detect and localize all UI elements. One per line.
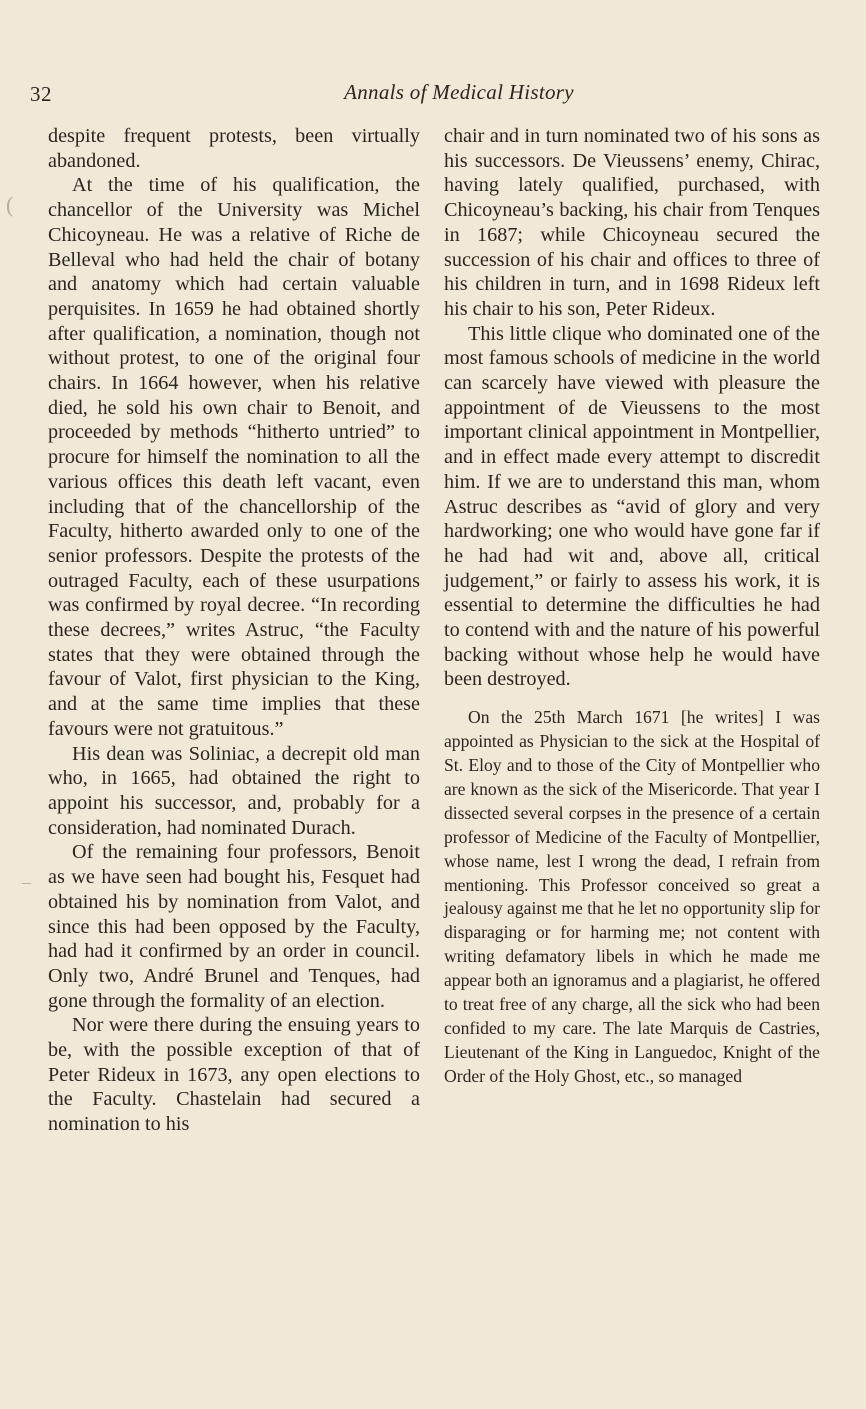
paragraph: Of the remaining four professors, Benoit as we have seen had bought his, Fesquet had obtained his by nomination from Valot, and since this had been opposed by the Faculty, had had it confirmed by an order in council. Only two, André Brunel and Tenques, had gone through the formality of an election. <box>48 841 420 1012</box>
right-column <box>444 124 820 1089</box>
block-quote: On the 25th March 1671 [he writes] I was appointed as Physician to the sick at the Hospital of St. Eloy and to those of the City of Montpellier who are known as the sick of the Misericorde. That year I dissected several corpses in the presence of a certain professor of Medicine of the Faculty of Montpellier, whose name, lest I wrong the dead, I refrain from mentioning. This Professor conceived so great a jealousy against me that he let no opportunity slip for disparaging or for harming me; not content with writing defamatory libels in which he made me appear both an ignoramus and a plagiarist, he offered to treat free of any charge, all the sick who had been confided to my care. The late Marquis de Castries, Lieutenant of the King in Languedoc, Knight of the Order of the Holy Ghost, etc., so managed <box>444 707 820 1086</box>
paragraph: Nor were there during the ensuing years to be, with the possible exception of that of Peter Rideux in 1673, any open elections to the Faculty. Chastelain had secured a nomination to his <box>48 1014 420 1136</box>
page-number: 32 <box>30 82 52 106</box>
paragraph: His dean was Soliniac, a decrepit old man who, in 1665, had obtained the right to appoint his successor, and, probably for a consideration, had nominated Durach. <box>48 742 420 839</box>
paragraph: despite frequent protests, been virtually abandoned. <box>48 125 420 172</box>
margin-mark: ( <box>6 192 14 217</box>
margin-mark: – <box>22 872 31 892</box>
page-header <box>30 80 840 110</box>
paragraph: This little clique who dominated one of the most famous schools of medicine in the world can scarcely have viewed with pleasure the appointment of de Vieussens to the most important clinical appointment in Montpellier, and in effect made every attempt to discredit him. If we are to understand this man, whom Astruc describes as “avid of glory and very hardworking; one who would have gone far if he had had wit and, above all, critical judgement,” or fairly to assess his work, it is essential to determine the difficulties he had to contend with and the nature of his powerful backing without whose help he would have been destroyed. <box>444 322 820 691</box>
paragraph: At the time of his qualification, the chancellor of the University was Michel Chicoyneau. He was a relative of Riche de Belleval who had held the chair of botany and anatomy which had certain valuable perquisites. In 1659 he had obtained shortly after qualification, a nomination, though not without protest, to one of the original four chairs. In 1664 however, when his relative died, he sold his own chair to Benoit, and proceeded by methods “hitherto untried” to procure for himself the nomination to all the various offices this death left vacant, even including that of the chancellorship of the Faculty, hitherto awarded only to one of the senior professors. Despite the protests of the outraged Faculty, each of these usurpations was confirmed by royal decree. “In recording these decrees,” writes Astruc, “the Faculty states that they were obtained through the favour of Valot, first physician to the King, and at the same time implies that these favours were not gratuitous.” <box>48 174 420 740</box>
paragraph: chair and in turn nominated two of his sons as his successors. De Vieussens’ enemy, Chirac, having lately qualified, purchased, with Chicoyneau’s backing, his chair from Tenques in 1687; while Chicoyneau secured the succession of his chair and offices to three of his children in turn, and in 1698 Rideux left his chair to his son, Peter Rideux. <box>444 125 820 320</box>
running-title: Annals of Medical History <box>344 80 574 104</box>
left-column <box>48 124 420 1137</box>
